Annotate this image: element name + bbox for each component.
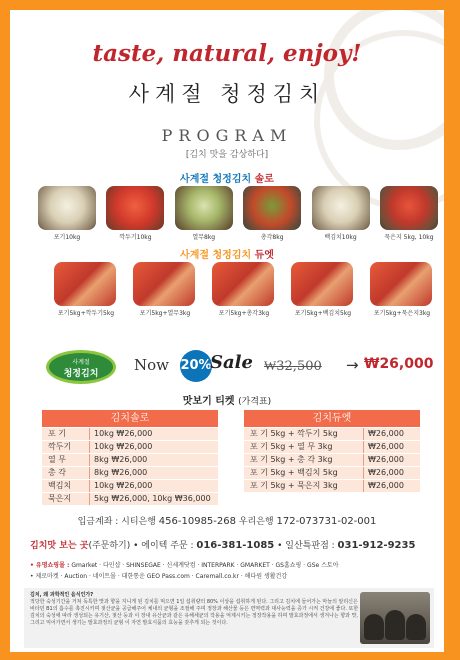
product-caption: 포기5kg+묵은지3kg bbox=[373, 310, 431, 317]
where-sub: (주문하기) bbox=[88, 541, 131, 551]
duet-section-title bbox=[10, 246, 444, 261]
row-price: 10kg ₩26,000 bbox=[94, 481, 153, 490]
row-price: ₩26,000 bbox=[368, 455, 404, 464]
kimchi-image bbox=[212, 262, 274, 306]
brand-title: 사계절 청정김치 bbox=[128, 82, 326, 106]
duet-title-text: 사계절 청정김치 bbox=[180, 250, 255, 261]
ticket-title bbox=[10, 392, 444, 407]
now-label: Now bbox=[134, 356, 169, 374]
info-box bbox=[24, 588, 434, 648]
shops-line-2[interactable]: • 제로마켓 · Auction · 네이트몰 · 대한통운 GEO Pass.com · Caremall.co.kr · 해다원 생활건강 bbox=[30, 573, 288, 580]
account-label-2: 우리은행 bbox=[235, 517, 277, 527]
table-row bbox=[42, 467, 218, 479]
phone-number[interactable]: 016-381-1085 bbox=[196, 540, 275, 551]
table-row bbox=[244, 480, 420, 492]
duet-products bbox=[54, 262, 434, 317]
row-price: 8kg ₩26,000 bbox=[94, 455, 148, 464]
product-item[interactable] bbox=[243, 186, 301, 241]
fax-number[interactable]: 031-912-9235 bbox=[337, 540, 416, 551]
row-price: ₩26,000 bbox=[368, 429, 404, 438]
row-price: ₩26,000 bbox=[368, 481, 404, 490]
kimchi-image bbox=[106, 186, 164, 230]
ticket-title-text: 맛보기 티켓 bbox=[182, 396, 235, 407]
duet-price-table bbox=[244, 410, 420, 492]
row-name: 포 기 5kg + 깍두기 5kg bbox=[244, 428, 364, 440]
product-caption: 백김치10kg bbox=[324, 234, 357, 241]
product-item[interactable] bbox=[312, 186, 370, 241]
product-caption: 총각8kg bbox=[260, 234, 284, 241]
program-heading: PROGRAM bbox=[161, 126, 293, 145]
kimchi-jars-image bbox=[360, 592, 430, 644]
kimchi-image bbox=[243, 186, 301, 230]
product-caption: 포기5kg+백김치5kg bbox=[294, 310, 352, 317]
product-item[interactable] bbox=[370, 262, 434, 317]
bank-account-info bbox=[10, 514, 444, 527]
logo-small-text: 사계절 bbox=[72, 359, 90, 366]
product-caption: 묵은지 5kg, 10kg bbox=[384, 234, 434, 241]
where-label: 김치맛 보는 곳 bbox=[30, 541, 89, 551]
row-name: 묵은지 bbox=[42, 493, 90, 505]
product-item[interactable] bbox=[133, 262, 197, 317]
product-caption: 포기5kg+총각3kg bbox=[218, 310, 270, 317]
product-item[interactable] bbox=[175, 186, 233, 241]
shopping-malls bbox=[30, 560, 440, 582]
solo-title-highlight: 솔로 bbox=[254, 174, 274, 185]
sale-word: Sale bbox=[210, 352, 253, 373]
product-item[interactable] bbox=[212, 262, 276, 317]
row-name: 포 기 5kg + 묵은지 3kg bbox=[244, 480, 364, 492]
ticket-title-paren: (가격표) bbox=[238, 397, 272, 407]
jar-shape bbox=[385, 610, 405, 640]
row-price: 10kg ₩26,000 bbox=[94, 442, 153, 451]
old-price: ₩32,500 bbox=[264, 359, 322, 374]
row-price: ₩26,000 bbox=[368, 468, 404, 477]
info-text bbox=[30, 592, 360, 627]
fax-label: • 일산특판점 : bbox=[274, 541, 338, 551]
product-caption: 깍두기10kg bbox=[119, 234, 152, 241]
discount-badge: 20% bbox=[180, 350, 212, 382]
kimchi-image bbox=[380, 186, 438, 230]
row-name: 포 기 5kg + 열 무 3kg bbox=[244, 441, 364, 453]
phone-label: • 에이텍 주문 : bbox=[130, 541, 197, 551]
kimchi-image bbox=[312, 186, 370, 230]
program-subtitle: [김치 맛을 감상하다] bbox=[185, 150, 269, 160]
jar-shape bbox=[364, 614, 384, 640]
row-price: ₩26,000 bbox=[368, 442, 404, 451]
product-item[interactable] bbox=[106, 186, 164, 241]
row-price: 10kg ₩26,000 bbox=[94, 429, 153, 438]
product-item[interactable] bbox=[380, 186, 438, 241]
kimchi-image bbox=[38, 186, 96, 230]
row-name: 포 기 bbox=[42, 428, 90, 440]
arrow-icon: → bbox=[346, 356, 359, 374]
table-row bbox=[42, 441, 218, 453]
product-caption: 열무8kg bbox=[192, 234, 216, 241]
order-contact bbox=[30, 538, 440, 551]
account-number-1: 456-10985-268 bbox=[158, 516, 236, 527]
table-header: 김치듀엣 bbox=[244, 410, 420, 427]
kimchi-image bbox=[175, 186, 233, 230]
row-price: 8kg ₩26,000 bbox=[94, 468, 148, 477]
shops-label: • 유명쇼핑몰 : bbox=[30, 562, 70, 569]
account-number-2: 172-073731-02-001 bbox=[276, 516, 377, 527]
table-header: 김치솔로 bbox=[42, 410, 218, 427]
table-row bbox=[244, 467, 420, 479]
brand-logo bbox=[46, 350, 116, 384]
table-row bbox=[244, 441, 420, 453]
product-item[interactable] bbox=[54, 262, 118, 317]
row-name: 열 무 bbox=[42, 454, 90, 466]
solo-title-text: 사계절 청정김치 bbox=[180, 174, 255, 185]
info-body: 적당한 숙성기간을 거쳐 독특한 맛과 향을 지니게 된 김치를 먹으면 1일 섭취량의 80% 이상을 섭취하게 된다. 그리고 김치에 들어가는 마늘의 알리신은 비타민 B1의 흡수를 촉진시키며 젖산균을 공급해주어 체내의 균형을 조절해 주며 정장과 해산물 등은 면역력과 대사능력을 증가 시켜 건강에 좋다. 또한 김치의 숙성에 따라 생성되는 유기산, 젖산 등과 이 장내 유산균과 같은 유해세균의 작용을 억제시키는 정장작용을 하며 발효과정에서 생겨나는 향과 맛, 그리고 익어가면서 생기는 발효과정의 균형 이 자연 발효식품의 효능을 갖추게 되는 것이다. bbox=[30, 599, 359, 626]
row-name: 깍두기 bbox=[42, 441, 90, 453]
solo-products bbox=[38, 186, 438, 241]
kimchi-image bbox=[370, 262, 432, 306]
row-price: 5kg ₩26,000, 10kg ₩36,000 bbox=[94, 494, 211, 503]
kimchi-image bbox=[54, 262, 116, 306]
product-caption: 포기5kg+열무3kg bbox=[139, 310, 191, 317]
shops-line-1[interactable]: Gmarket · 다인샵 · SHINSEGAE · 신세계닷컴 · INTERPARK · GMARKET · GS홈쇼핑 · GSe 스토아 bbox=[69, 562, 339, 569]
jar-shape bbox=[406, 614, 426, 640]
flyer bbox=[10, 10, 444, 652]
kimchi-image bbox=[133, 262, 195, 306]
row-name: 백김치 bbox=[42, 480, 90, 492]
kimchi-image bbox=[291, 262, 353, 306]
row-name: 포 기 5kg + 백김치 5kg bbox=[244, 467, 364, 479]
solo-price-table bbox=[42, 410, 218, 505]
account-label-1: 입금계좌 : 시티은행 bbox=[77, 517, 159, 527]
solo-section-title bbox=[10, 170, 444, 185]
table-row bbox=[244, 454, 420, 466]
slogan: taste, natural, enjoy! bbox=[92, 40, 362, 67]
table-row bbox=[42, 493, 218, 505]
info-question: 김치, 왜 과학적인 음식인가? bbox=[30, 592, 94, 598]
duet-title-highlight: 듀엣 bbox=[254, 250, 274, 261]
new-price: ₩26,000 bbox=[364, 356, 434, 372]
product-item[interactable] bbox=[291, 262, 355, 317]
table-row bbox=[42, 454, 218, 466]
table-row bbox=[42, 480, 218, 492]
table-row bbox=[244, 428, 420, 440]
product-caption: 포기10kg bbox=[53, 234, 81, 241]
product-item[interactable] bbox=[38, 186, 96, 241]
product-caption: 포기5kg+깍두기5kg bbox=[57, 310, 115, 317]
row-name: 포 기 5kg + 총 각 3kg bbox=[244, 454, 364, 466]
logo-big-text: 청정김치 bbox=[63, 369, 99, 379]
row-name: 총 각 bbox=[42, 467, 90, 479]
table-row bbox=[42, 428, 218, 440]
sale-banner bbox=[24, 348, 434, 388]
